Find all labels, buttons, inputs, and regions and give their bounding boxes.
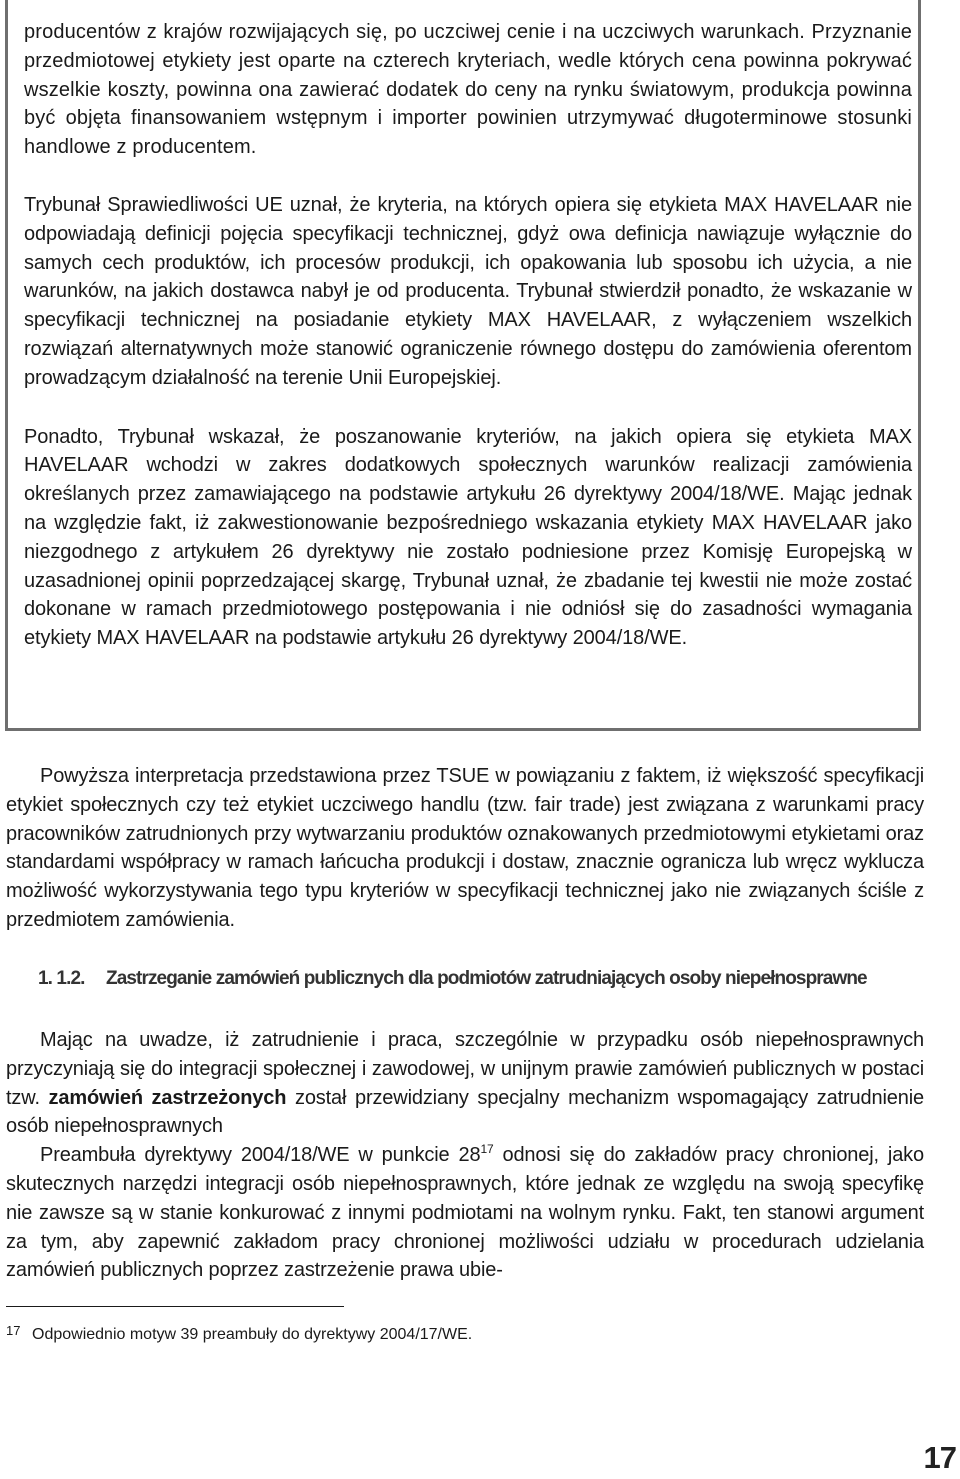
body-paragraph-2 bbox=[6, 1026, 924, 1141]
paragraph-text-start: Preambuła dyrektywy 2004/18/WE w punkcie 28 bbox=[40, 1144, 481, 1167]
paragraph-text-end: został przewidziany specjalny mechanizm wspomagający zatrudnienie osób niepełnosprawnych bbox=[6, 1086, 924, 1138]
box-paragraph-2: Trybunał Sprawiedliwości UE uznał, że kryteria, na których opiera się etykieta MAX HAVELAAR nie odpowiadają definicji pojęcia specyfikacji technicznej, gdyż owa definicja nawiązuje wyłącznie do samych cech produktów, ich procesów produkcji, ich opakowania lub sposobu ich użycia, a nie warunków, na jakich dostawca nabył je od producenta. Trybunał stwierdził ponadto, że wskazanie w specyfikacji technicznej na posiadanie etykiety MAX HAVELAAR, z wyłączeniem wszelkich rozwiązań alternatywnych może stanowić ograniczenie równego dostępu do zamówienia oferentom prowadzącym działalność na terenie Unii Europejskiej. bbox=[24, 193, 912, 389]
page-number: 17 bbox=[923, 1440, 956, 1475]
boxed-case-summary bbox=[5, 0, 921, 731]
paragraph-text-end: odnosi się do zakładów pracy chronionej, jako skutecznych narzędzi integracji osób niepełnosprawnych, które jednak ze względu na swoją specyfikę nie zawsze są w stanie konkurować z innymi podmiotami na wolnym rynku. Fakt, ten stanowi argument za tym, aby zapewnić zakładom pracy chronionej możliwości udziału w procedurach udzielania zamówień publicznych poprzez zastrzeżenie prawa ubie- bbox=[6, 1144, 924, 1282]
bold-term: zamówień zastrzeżonych bbox=[48, 1086, 287, 1109]
footnote bbox=[6, 1325, 472, 1345]
footnote-reference: 17 bbox=[480, 1141, 494, 1156]
box-paragraph-3: Ponadto, Trybunał wskazał, że poszanowanie kryteriów, na jakich opiera się etykieta MAX HAVELAAR wchodzi w zakres dodatkowych społecznych warunków realizacji zamówienia określanych przez zamawiającego na podstawie artykułu 26 dyrektywy 2004/18/WE. Mając jednak na względzie fakt, iż zakwestionowanie bezpośredniego wskazania etykiety MAX HAVELAAR jako niezgodnego z artykułem 26 dyrektywy nie zostało podniesione przez Komisję Europejską w uzasadnionej opinii poprzedzającej skargę, Trybunał uznał, że zbadanie tej kwestii nie może zostać dokonane w ramach przedmiotowego postępowania i nie odniósł się do zasadności wymagania etykiety MAX HAVELAAR na podstawie artykułu 26 dyrektywy 2004/18/WE. bbox=[24, 425, 912, 650]
box-paragraph-1: producentów z krajów rozwijających się, po uczciwej cenie i na uczciwych warunkach. Przyznanie przedmiotowej etykiety jest oparte na czterech kryteriach, wedle których cena powinna pokrywać wszelkie koszty, powinna ona zawierać dodatek do ceny na rynku światowym, produkcja powinna być objęta finansowaniem wstępnym i importer powinien utrzymywać długoterminowe stosunki handlowe z producentem. bbox=[24, 21, 912, 159]
section-title: Zastrzeganie zamówień publicznych dla podmiotów zatrudniających osoby niepełnosprawne bbox=[106, 968, 867, 989]
footnote-text: Odpowiednio motyw 39 preambuły do dyrektywy 2004/17/WE. bbox=[32, 1326, 473, 1343]
footnote-divider bbox=[6, 1306, 344, 1307]
section-heading bbox=[38, 968, 867, 990]
footnote-number: 17 bbox=[6, 1323, 21, 1338]
section-number: 1. 1.2. bbox=[38, 968, 85, 989]
body-section-2 bbox=[6, 1026, 924, 1285]
paragraph-text-start: Mając na uwadze, iż zatrudnienie i praca, szczególnie w przypadku osób niepełnosprawnych przyczyniają się do integracji społecznej i zawodowej, w unijnym prawie zamówień publicznych w postaci tzw. bbox=[6, 1029, 924, 1109]
body-paragraph-1: Powyższa interpretacja przedstawiona przez TSUE w powiązaniu z faktem, iż większość specyfikacji etykiet społecznych czy też etykiet uczciwego handlu (tzw. fair trade) jest związana z warunkami pracy pracowników zatrudnionych przy wytwarzaniu produktów oznakowanych przedmiotowymi etykietami oraz standardami współpracy w ramach łańcucha produkcji i dostaw, znacznie ogranicza lub wręcz wyklucza możliwość wykorzystywania tego typu kryteriów w specyfikacji technicznej jako nie związanych ściśle z przedmiotem zamówienia. bbox=[6, 765, 924, 931]
body-section-1 bbox=[6, 762, 924, 935]
body-paragraph-3 bbox=[6, 1141, 924, 1285]
